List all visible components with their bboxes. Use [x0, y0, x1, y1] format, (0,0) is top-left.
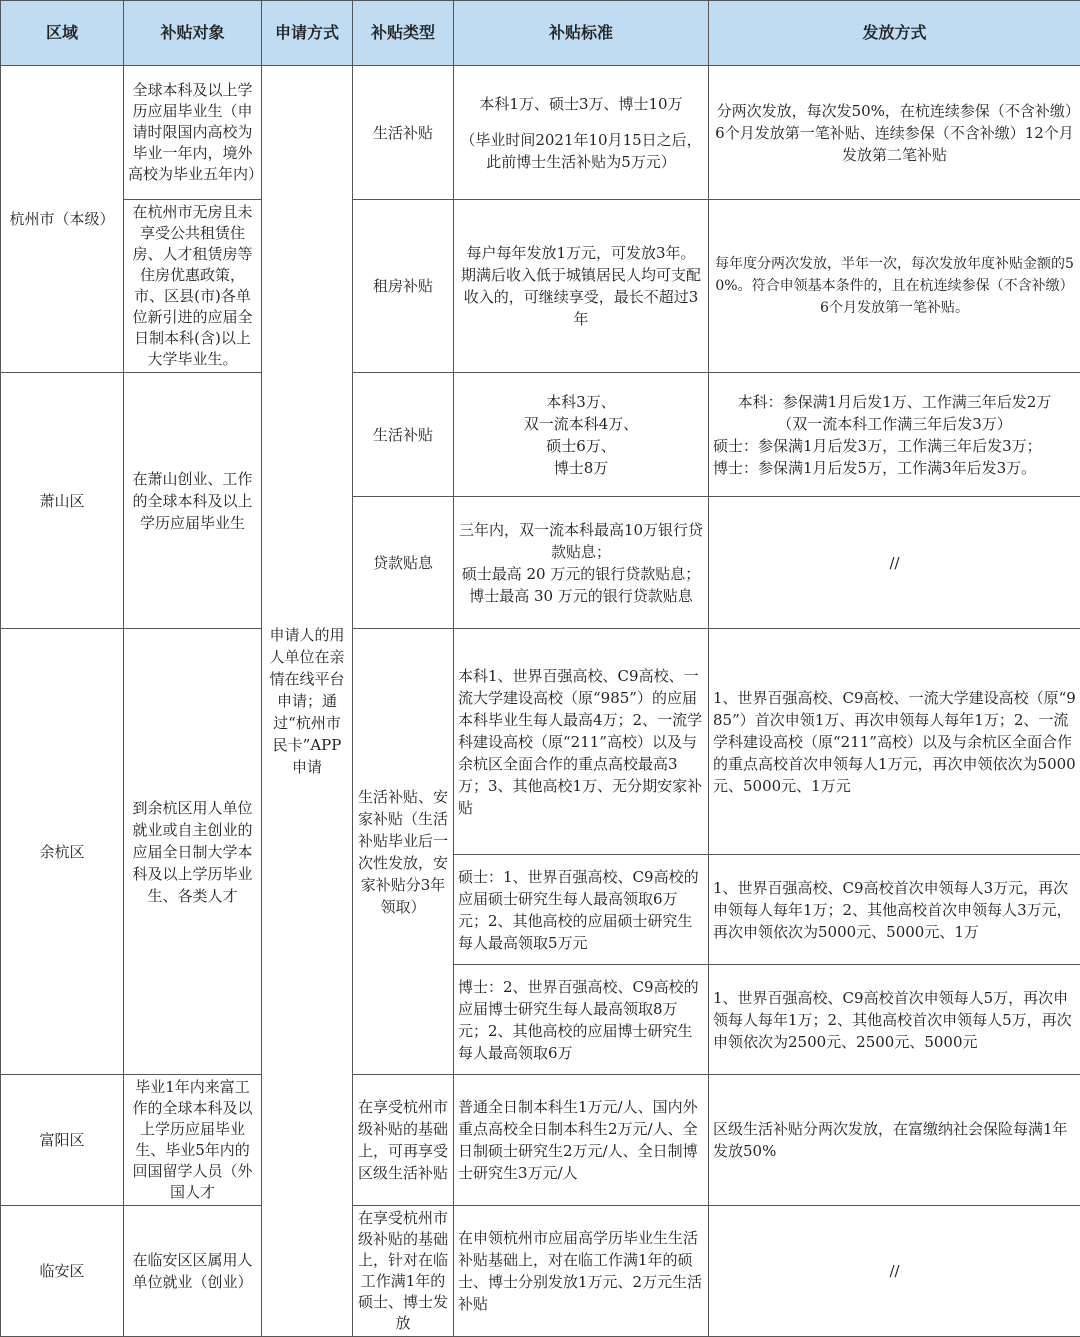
- standard-line: 双一流本科4万、: [458, 413, 704, 435]
- target-cell: 到余杭区用人单位就业或自主创业的应届全日制大学本科及以上学历毕业生、各类人才: [124, 629, 262, 1075]
- table-row: [1, 66, 1080, 200]
- region-cell: 富阳区: [1, 1075, 124, 1206]
- table-row: [1, 200, 1080, 373]
- payment-line: 本科：参保满1月后发1万、工作满三年后发2万: [713, 391, 1076, 413]
- standard-line: 硕士6万、: [458, 435, 704, 457]
- header-target: 补贴对象: [124, 1, 262, 66]
- header-type: 补贴类型: [353, 1, 454, 66]
- standard-cell: 普通全日制本科生1万元/人、国内外重点高校全日制本科生2万元/人、全日制硕士研究生2万元/人、全日制博士研究生3万元/人: [454, 1075, 709, 1206]
- standard-cell: 在申领杭州市应届高学历毕业生生活补贴基础上，对在临工作满1年的硕士、博士分别发放1万元、2万元生活补贴: [454, 1206, 709, 1337]
- payment-cell: 每年度分两次发放，半年一次，每次发放年度补贴金额的50%。符合申领基本条件的，且在杭连续参保（不含补缴）6个月发放第一笔补贴。: [709, 200, 1080, 373]
- standard-cell: [454, 497, 709, 629]
- payment-line: 博士：参保满1月后发5万，工作满3年后发3万。: [713, 457, 1076, 479]
- header-region: 区域: [1, 1, 124, 66]
- standard-line: 本科3万、: [458, 391, 704, 413]
- target-cell: 毕业1年内来富工作的全球本科及以上学历应届毕业生、毕业5年内的回国留学人员（外国人才: [124, 1075, 262, 1206]
- standard-line: 期满后收入低于城镇居民人均可支配收入的，可继续享受，最长不超过3年: [458, 264, 704, 330]
- payment-cell: //: [709, 1206, 1080, 1337]
- payment-cell: //: [709, 497, 1080, 629]
- region-cell: 杭州市（本级）: [1, 66, 124, 373]
- type-cell: 在享受杭州市级补贴的基础上，可再享受区级生活补贴: [353, 1075, 454, 1206]
- header-payment: 发放方式: [709, 1, 1080, 66]
- type-cell: 生活补贴: [353, 66, 454, 200]
- table-row: [1, 1206, 1080, 1337]
- header-standard: 补贴标准: [454, 1, 709, 66]
- standard-cell: 本科1、世界百强高校、C9高校、一流大学建设高校（原“985”）的应届本科毕业生每人最高4万；2、一流学科建设高校（原“211”高校）以及与余杭区全面合作的重点高校最高3万；3、其他高校1万、无分期安家补贴: [454, 629, 709, 855]
- payment-cell: [709, 373, 1080, 497]
- standard-line: 博士8万: [458, 457, 704, 479]
- standard-line: 三年内，双一流本科最高10万银行贷款贴息；: [458, 519, 704, 563]
- target-cell: 全球本科及以上学历应届毕业生（申请时限国内高校为毕业一年内，境外高校为毕业五年内）: [124, 66, 262, 200]
- region-cell: 萧山区: [1, 373, 124, 629]
- payment-line: 硕士：参保满1月后发3万，工作满三年后发3万；: [713, 435, 1076, 457]
- table-row: [1, 373, 1080, 497]
- standard-line: 本科1万、硕士3万、博士10万: [458, 93, 704, 115]
- standard-cell: [454, 66, 709, 200]
- type-cell: 租房补贴: [353, 200, 454, 373]
- standard-line: 每户每年发放1万元，可发放3年。: [458, 242, 704, 264]
- payment-line: （双一流本科工作满三年后发3万）: [713, 413, 1076, 435]
- type-cell: 在享受杭州市级补贴的基础上，针对在临工作满1年的硕士、博士发放: [353, 1206, 454, 1337]
- type-cell: 生活补贴、安家补贴（生活补贴毕业后一次性发放，安家补贴分3年领取）: [353, 629, 454, 1075]
- payment-cell: 1、世界百强高校、C9高校、一流大学建设高校（原“985”）首次申领1万、再次申领每人每年1万；2、一流学科建设高校（原“211”高校）以及与余杭区全面合作的重点高校首次申领每人1万元，再次申领依次为5000元、5000元、1万元: [709, 629, 1080, 855]
- target-cell: 在杭州市无房且未享受公共租赁住房、人才租赁房等住房优惠政策，市、区县(市)各单位新引进的应届全日制本科(含)以上大学毕业生。: [124, 200, 262, 373]
- header-row: [1, 1, 1080, 66]
- payment-cell: 区级生活补贴分两次发放，在富缴纳社会保险每满1年发放50%: [709, 1075, 1080, 1206]
- standard-cell: 博士：2、世界百强高校、C9高校的应届博士研究生每人最高领取8万元；2、其他高校的应届博士研究生每人最高领取6万: [454, 965, 709, 1075]
- table-row: [1, 1075, 1080, 1206]
- type-cell: 生活补贴: [353, 373, 454, 497]
- payment-cell: 1、世界百强高校、C9高校首次申领每人5万，再次申领每人每年1万；2、其他高校首次申领每人5万，再次申领依次为2500元、2500元、5000元: [709, 965, 1080, 1075]
- standard-line: （毕业时间2021年10月15日之后，此前博士生活补贴为5万元）: [458, 129, 704, 173]
- standard-line: 硕士最高 20 万元的银行贷款贴息；: [458, 563, 704, 585]
- target-cell: 在临安区区属用人单位就业（创业）: [124, 1206, 262, 1337]
- region-cell: 临安区: [1, 1206, 124, 1337]
- header-apply: 申请方式: [262, 1, 353, 66]
- region-cell: 余杭区: [1, 629, 124, 1075]
- table-row: [1, 629, 1080, 855]
- standard-cell: [454, 373, 709, 497]
- apply-method-cell: 申请人的用人单位在亲情在线平台申请；通过“杭州市民卡”APP申请: [262, 66, 353, 1337]
- payment-cell: 分两次发放，每次发50%，在杭连续参保（不含补缴）6个月发放第一笔补贴、连续参保（不含补缴）12个月发放第二笔补贴: [709, 66, 1080, 200]
- type-cell: 贷款贴息: [353, 497, 454, 629]
- target-cell: 在萧山创业、工作的全球本科及以上学历应届毕业生: [124, 373, 262, 629]
- payment-cell: 1、世界百强高校、C9高校首次申领每人3万元，再次申领每人每年1万；2、其他高校首次申领每人3万元，再次申领依次为5000元、5000元、1万: [709, 855, 1080, 965]
- standard-line: 博士最高 30 万元的银行贷款贴息: [458, 585, 704, 607]
- standard-cell: 硕士：1、世界百强高校、C9高校的应届硕士研究生每人最高领取6万元；2、其他高校的应届硕士研究生每人最高领取5万元: [454, 855, 709, 965]
- standard-cell: [454, 200, 709, 373]
